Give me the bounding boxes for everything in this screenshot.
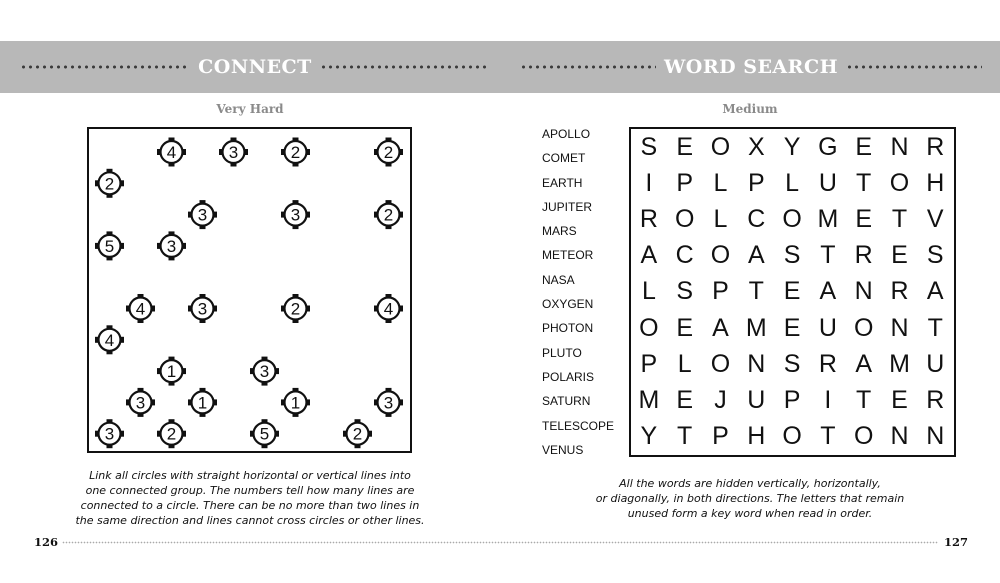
header-dots-left xyxy=(520,65,656,69)
grid-letter: E xyxy=(855,204,873,233)
connect-circle xyxy=(374,200,403,229)
word-list-item: APOLLO xyxy=(542,127,591,141)
grid-letter: L xyxy=(785,168,800,197)
grid-letter: O xyxy=(710,241,731,270)
right-page-number: 127 xyxy=(944,535,969,549)
connect-puzzle-grid xyxy=(87,127,412,453)
connect-circle xyxy=(374,294,403,323)
word-list xyxy=(542,126,614,466)
grid-row xyxy=(631,238,954,274)
grid-letter: V xyxy=(926,204,944,233)
connect-circle xyxy=(188,200,217,229)
grid-letter: E xyxy=(676,385,694,414)
connect-circle-number: 3 xyxy=(104,424,114,444)
grid-row xyxy=(631,419,954,455)
connect-circle-number: 4 xyxy=(104,330,114,350)
instruction-line: or diagonally, in both directions. The letters that remain xyxy=(595,492,905,505)
connect-instructions xyxy=(60,468,440,528)
grid-letter: T xyxy=(856,168,872,197)
grid-letter: A xyxy=(855,349,873,378)
grid-letter: T xyxy=(748,277,764,306)
word-list-item: EARTH xyxy=(542,175,583,190)
header-dots-right xyxy=(320,65,490,69)
grid-letter: M xyxy=(889,349,910,378)
instruction-line: All the words are hidden vertically, horizontally, xyxy=(619,477,881,490)
grid-letter: T xyxy=(856,385,872,414)
grid-letter: P xyxy=(712,277,729,306)
instruction-line: unused form a key word when read in order. xyxy=(627,507,873,520)
grid-letter: A xyxy=(640,241,658,270)
word-search-grid xyxy=(629,127,956,457)
grid-letter: A xyxy=(712,313,729,342)
grid-letter: N xyxy=(890,422,909,451)
grid-row xyxy=(631,382,954,418)
connect-circle-number: 5 xyxy=(259,424,269,444)
connect-circle-number: 3 xyxy=(166,236,176,256)
grid-letter: O xyxy=(710,349,731,378)
word-list-item: TELESCOPE xyxy=(542,418,615,433)
grid-letter: E xyxy=(855,132,873,161)
grid-letter: S xyxy=(676,277,694,306)
grid-letter: E xyxy=(891,241,908,270)
grid-row xyxy=(631,165,954,201)
footer-dotted-rule xyxy=(62,541,938,544)
word-list-item: POLARIS xyxy=(542,369,595,384)
connect-circle xyxy=(219,137,248,166)
grid-letter: H xyxy=(926,168,945,197)
grid-letter: E xyxy=(676,313,694,342)
grid-letter: O xyxy=(710,132,731,161)
connect-circle-number: 2 xyxy=(383,205,393,225)
instruction-line: the same direction and lines cannot cross circles or other lines. xyxy=(75,514,425,527)
connect-circle-number: 2 xyxy=(290,299,300,318)
grid-letter: T xyxy=(820,241,836,270)
grid-letter: U xyxy=(818,313,837,342)
connect-circle-number: 1 xyxy=(166,361,176,381)
connect-difficulty: Very Hard xyxy=(216,102,284,116)
connect-circle xyxy=(374,137,403,166)
connect-circle xyxy=(250,419,279,448)
grid-letter: R xyxy=(926,132,945,161)
grid-letter: G xyxy=(818,132,838,161)
connect-circle-number: 5 xyxy=(104,236,114,256)
left-page-number: 126 xyxy=(34,535,59,549)
grid-letter: P xyxy=(640,349,658,378)
grid-letter: O xyxy=(853,313,874,342)
grid-letter: C xyxy=(747,204,766,233)
left-header xyxy=(20,41,490,93)
connect-circle xyxy=(281,200,310,229)
grid-letter: R xyxy=(854,241,873,270)
connect-circle-number: 2 xyxy=(104,173,114,193)
connect-circle xyxy=(157,356,186,385)
connect-circle xyxy=(157,137,186,166)
grid-letter: T xyxy=(677,422,693,451)
grid-letter: L xyxy=(713,168,728,197)
grid-letter: N xyxy=(890,132,909,161)
grid-letter: S xyxy=(640,132,658,161)
connect-circle-number: 2 xyxy=(166,424,176,444)
grid-letter: L xyxy=(641,277,656,306)
header-dots-left xyxy=(20,65,190,69)
grid-letter: E xyxy=(891,385,908,414)
grid-row xyxy=(631,310,954,346)
grid-letter: X xyxy=(747,132,765,161)
connect-circle-number: 3 xyxy=(290,205,300,225)
instruction-line: one connected group. The numbers tell how many lines are xyxy=(85,484,415,497)
instruction-line: Link all circles with straight horizontal or vertical lines into xyxy=(89,469,411,482)
connect-circle xyxy=(188,387,217,416)
grid-letter: S xyxy=(926,241,944,270)
grid-letter: A xyxy=(819,277,837,306)
connect-circle xyxy=(157,231,186,260)
connect-circle-number: 4 xyxy=(166,142,176,162)
connect-circle-number: 4 xyxy=(135,299,145,318)
word-search-difficulty: Medium xyxy=(722,102,778,116)
grid-letter: A xyxy=(747,241,765,270)
grid-letter: L xyxy=(713,204,728,233)
grid-letter: M xyxy=(638,385,660,414)
connect-circle xyxy=(157,419,186,448)
word-search-instructions xyxy=(560,476,940,521)
grid-letter: O xyxy=(889,168,910,197)
grid-letter: O xyxy=(782,422,802,451)
grid-letter: H xyxy=(747,422,766,451)
grid-letter: U xyxy=(818,168,837,197)
grid-letter: S xyxy=(783,241,801,270)
grid-letter: T xyxy=(927,313,943,342)
instruction-line: connected to a circle. There can be no more than two lines in xyxy=(80,499,420,512)
grid-row xyxy=(631,201,954,237)
connect-circle-number: 3 xyxy=(383,392,393,412)
connect-circle xyxy=(281,137,310,166)
grid-letter: R xyxy=(639,204,658,233)
grid-letter: T xyxy=(820,422,836,451)
word-list-item: PLUTO xyxy=(542,345,582,360)
grid-letter: C xyxy=(675,241,694,270)
word-list-item: COMET xyxy=(542,151,586,166)
connect-circle-number: 3 xyxy=(197,205,207,225)
word-list-item: VENUS xyxy=(542,442,584,457)
grid-letter: O xyxy=(853,422,874,451)
connect-circle xyxy=(374,387,403,416)
connect-circle xyxy=(95,419,124,448)
grid-letter: Y xyxy=(783,132,801,161)
grid-letter: E xyxy=(676,132,694,161)
connect-circle xyxy=(281,387,310,416)
grid-letter: A xyxy=(926,277,944,306)
word-list-item: MARS xyxy=(542,224,577,239)
grid-letter: P xyxy=(783,385,801,414)
connect-circle xyxy=(188,294,217,323)
grid-letter: S xyxy=(783,349,801,378)
grid-letter: O xyxy=(639,313,659,342)
grid-letter: P xyxy=(676,168,694,197)
grid-letter: N xyxy=(747,349,766,378)
word-search-section-title: WORD SEARCH xyxy=(663,56,839,78)
grid-letter: U xyxy=(747,385,766,414)
grid-letter: Y xyxy=(640,422,658,451)
grid-letter: R xyxy=(926,385,945,414)
connect-circle xyxy=(281,294,310,323)
grid-row xyxy=(631,129,954,165)
grid-letter: U xyxy=(926,349,945,378)
connect-circle-number: 4 xyxy=(383,299,393,318)
connect-circle-number: 3 xyxy=(197,299,207,318)
grid-letter: O xyxy=(674,204,695,233)
word-list-item: PHOTON xyxy=(542,321,594,336)
connect-circle-number: 1 xyxy=(197,392,207,412)
right-header xyxy=(520,41,982,93)
grid-letter: M xyxy=(817,204,839,233)
connect-circle xyxy=(95,168,124,197)
connect-circle-number: 2 xyxy=(383,142,393,162)
grid-letter: E xyxy=(783,277,801,306)
connect-circle xyxy=(95,231,124,260)
connect-circle xyxy=(126,294,155,323)
connect-puzzle-svg xyxy=(87,127,412,453)
connect-circle xyxy=(126,387,155,416)
connect-circle xyxy=(250,356,279,385)
connect-circle-number: 3 xyxy=(259,361,269,381)
connect-circle-number: 3 xyxy=(135,392,145,412)
grid-letter: O xyxy=(782,204,802,233)
connect-circle xyxy=(343,419,372,448)
connect-circle-number: 2 xyxy=(290,142,300,162)
word-list-item: NASA xyxy=(542,272,575,287)
grid-letter: R xyxy=(818,349,837,378)
connect-section-title: CONNECT xyxy=(198,56,312,78)
grid-letter: N xyxy=(890,313,909,342)
grid-row xyxy=(631,346,954,382)
grid-letter: N xyxy=(926,422,945,451)
header-band xyxy=(0,41,1000,93)
grid-letter: M xyxy=(745,313,767,342)
word-list-item: METEOR xyxy=(542,248,594,263)
word-list-item: SATURN xyxy=(542,394,591,409)
grid-letter: T xyxy=(891,204,908,233)
grid-letter: P xyxy=(747,168,765,197)
grid-letter: I xyxy=(645,168,653,197)
grid-letter: P xyxy=(712,422,729,451)
connect-circle-number: 3 xyxy=(228,142,238,162)
grid-letter: L xyxy=(677,349,692,378)
connect-circle-number: 1 xyxy=(290,392,300,412)
grid-row xyxy=(631,274,954,310)
header-dots-right xyxy=(846,65,982,69)
grid-letter: N xyxy=(854,277,873,306)
connect-circle-number: 2 xyxy=(352,424,362,444)
grid-letter: I xyxy=(824,385,832,414)
grid-letter: J xyxy=(714,385,727,414)
word-list-item: OXYGEN xyxy=(542,297,594,312)
grid-letter: E xyxy=(783,313,801,342)
word-list-item: JUPITER xyxy=(542,199,593,214)
connect-circle xyxy=(95,325,124,354)
grid-letter: R xyxy=(890,277,909,306)
